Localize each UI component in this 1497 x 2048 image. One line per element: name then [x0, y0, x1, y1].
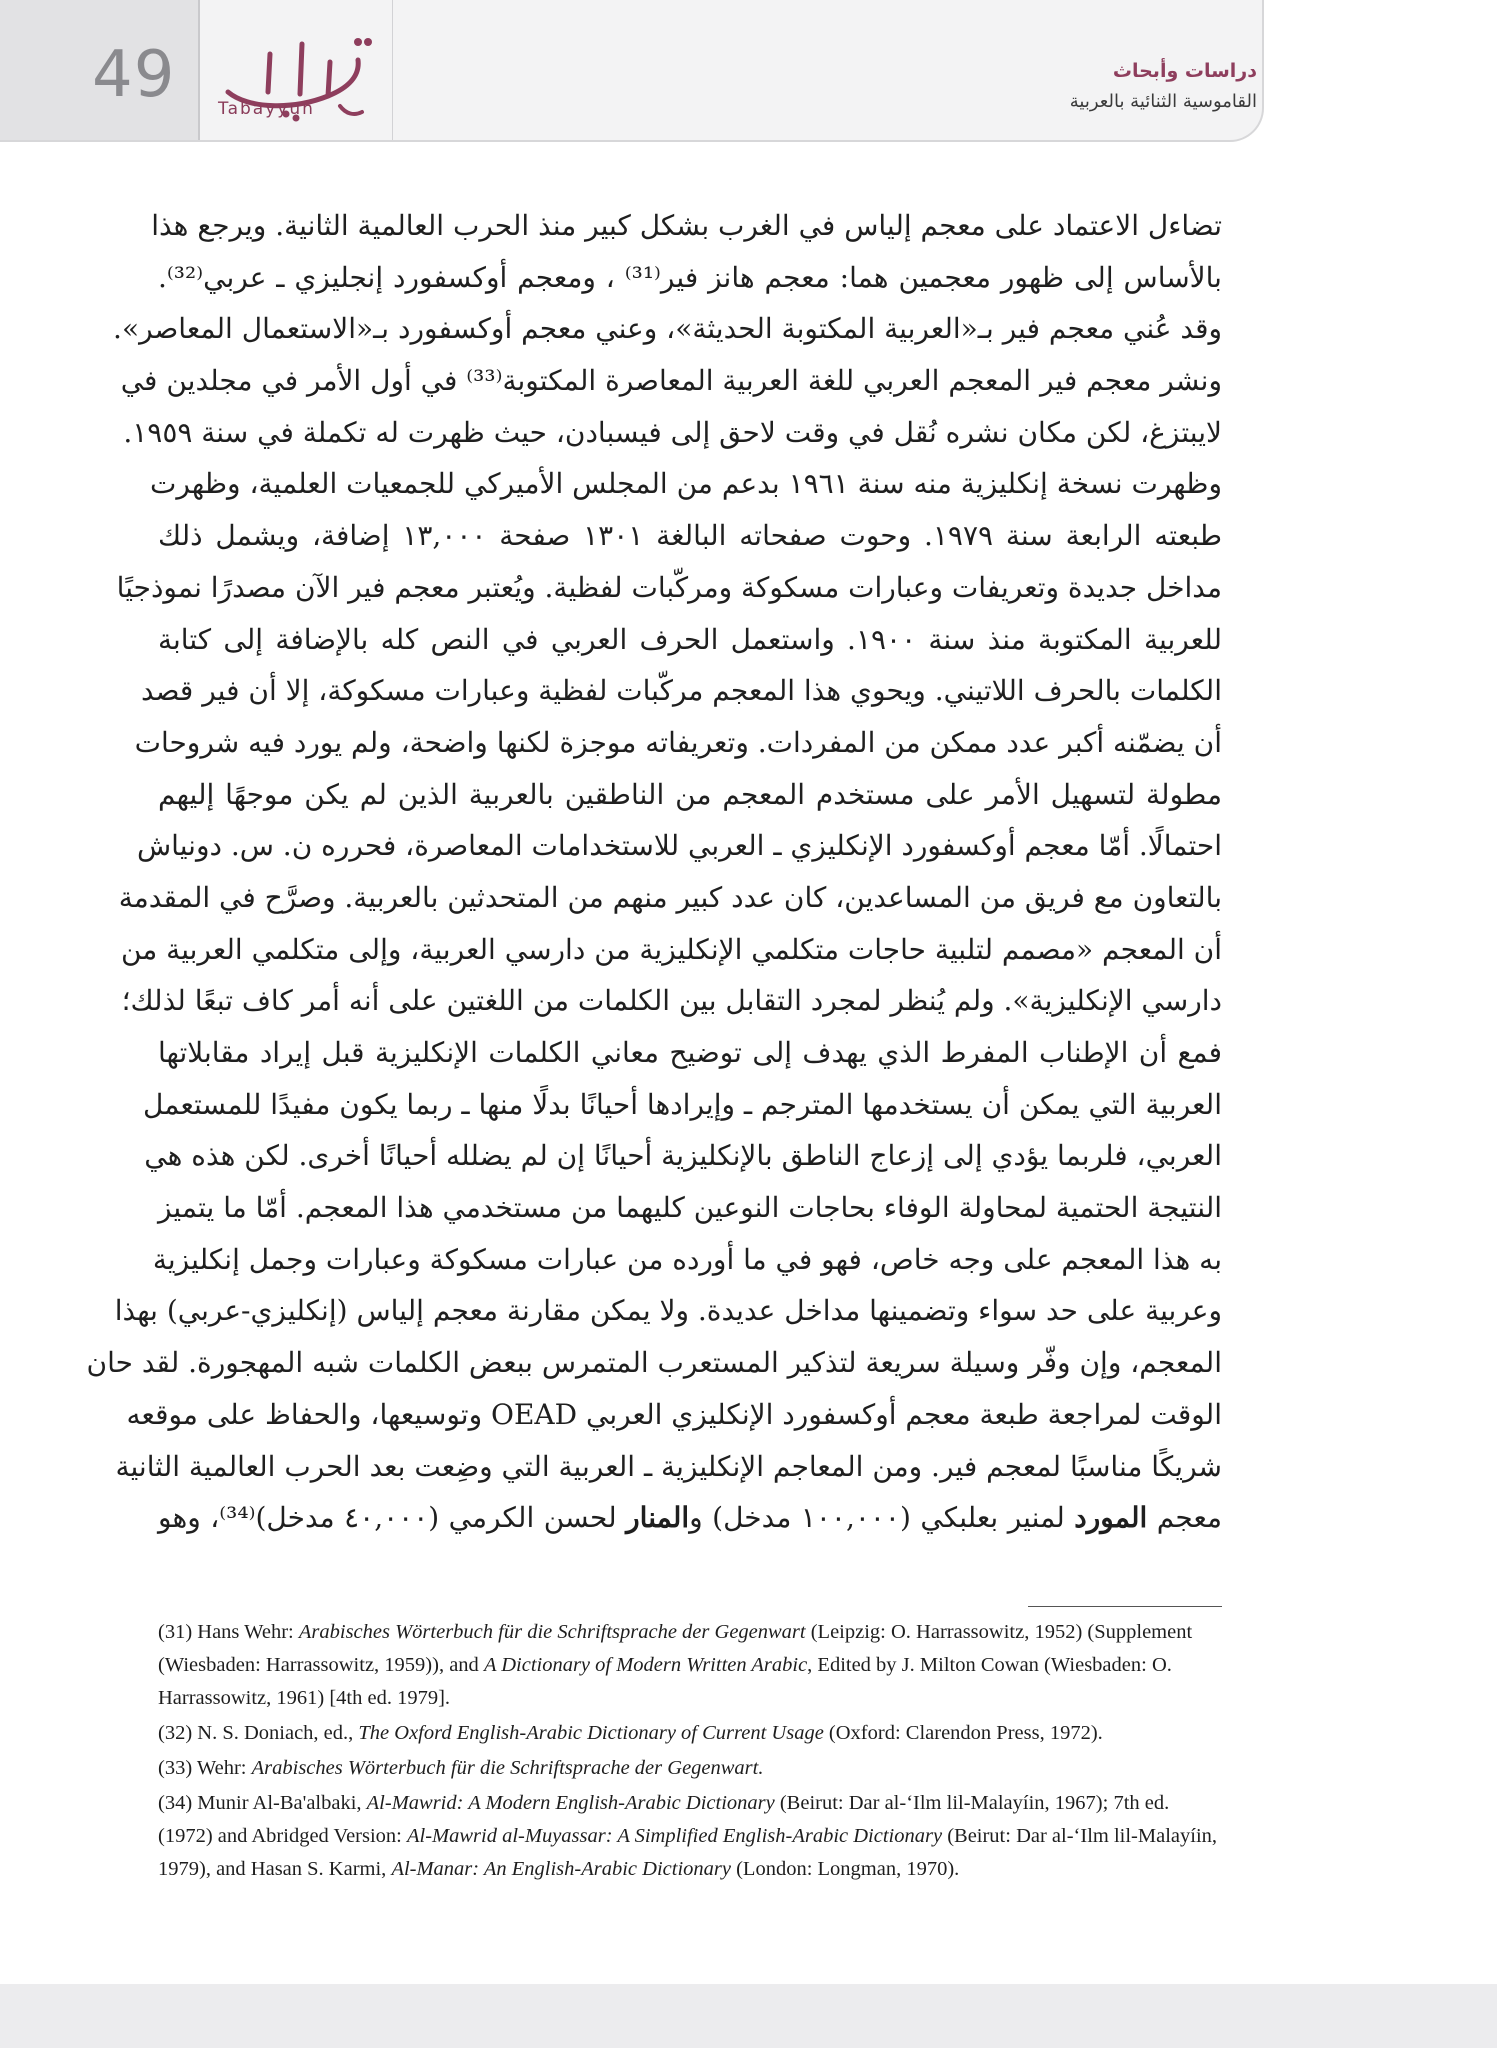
text-line: مداخل جديدة وتعريفات وعبارات مسكوكة ومركّبات لفظية. ويُعتبر معجم فير الآن مصدرًا نموذجيًا: [116, 570, 1222, 604]
section-subtitle: القاموسية الثنائية بالعربية: [1069, 91, 1257, 112]
text-line: لايبتزغ، لكن مكان نشره نُقل في وقت لاحق إلى فيسبادن، حيث ظهرت له تكملة في سنة ١٩٥٩.: [123, 415, 1222, 449]
text-line: مطولة لتسهيل الأمر على مستخدم المعجم من الناطقين بالعربية الذين لم يكن موجهًا إليهم: [158, 777, 1222, 811]
footnotes: [158, 1616, 1224, 1886]
text-line: وقد عُني معجم فير بـ«العربية المكتوبة الحديثة»، وعني معجم أوكسفورد بـ«الاستعمال المعاصر».: [113, 312, 1222, 346]
footnote-33: (33) Wehr: Arabisches Wörterbuch für die Schriftsprache der Gegenwart.: [158, 1757, 764, 1779]
footnote-34: (34) Munir Al-Ba'albaki, Al-Mawrid: A Modern English-Arabic Dictionary (Beirut: Dar al-‘Ilm lil-Malayíin, 1967); 7th ed. (1972) and Abridged Version: Al-Mawrid al-Muyassar: A Simplified English-Arabic Dictionary (Beirut: Dar al-‘Ilm lil-Malayíin, 1979), and Hasan S. Karmi, Al-Manar: An English-Arabic Dictionary (London: Longman, 1970).: [158, 1792, 1218, 1880]
text-line: الوقت لمراجعة طبعة معجم أوكسفورد الإنكليزي العربي OEAD وتوسيعها، والحفاظ على موقعه: [126, 1397, 1222, 1431]
header-divider: [198, 0, 200, 140]
text-run: معجم: [1147, 1501, 1222, 1535]
text-line: العربية التي يمكن أن يستخدمها المترجم ـ وإيرادها أحيانًا بدلًا منها ـ ربما يكون مفيدًا للمستعمل: [143, 1087, 1222, 1121]
text-line: تضاءل الاعتماد على معجم إلياس في الغرب بشكل كبير منذ الحرب العالمية الثانية. ويرجع هذا: [151, 209, 1222, 242]
footnote-31: (31) Hans Wehr: Arabisches Wörterbuch für die Schriftsprache der Gegenwart (Leipzig: O. Harrassowitz, 1952) (Supplement (Wiesbaden: Harrassowitz, 1959)), and A Dictionary of Modern Written Arabic, Edited by J. Milton Cowan (Wiesbaden: O. Harrassowitz, 1961) [4th ed. 1979].: [158, 1621, 1193, 1709]
section-title: دراسات وأبحاث: [1112, 60, 1257, 82]
text-line: به هذا المعجم على وجه خاص، فهو في ما أورده من عبارات مسكوكة وعبارات وجمل إنكليزية: [152, 1242, 1222, 1276]
text-line: بالأساس إلى ظهور معجمين هما: معجم هانز فير⁽³¹⁾ ، ومعجم أوكسفورد إنجليزي ـ عربي⁽³²⁾.: [158, 260, 1222, 294]
footnote-32: (32) N. S. Doniach, ed., The Oxford English-Arabic Dictionary of Current Usage (Oxford: Clarendon Press, 1972).: [158, 1722, 1103, 1744]
text-line: فمع أن الإطناب المفرط الذي يهدف إلى توضيح معاني الكلمات الإنكليزية قبل إيراد مقابلاتها: [158, 1036, 1222, 1069]
logo-caption: Tabayyun: [218, 99, 315, 119]
text-line: وظهرت نسخة إنكليزية منه سنة ١٩٦١ بدعم من المجلس الأميركي للجمعيات العلمية، وظهرت: [150, 467, 1222, 501]
text-line: أن يضمّنه أكبر عدد ممكن من المفردات. وتعريفاته موجزة لكنها واضحة، ولم يورد فيه شروحات: [134, 725, 1222, 759]
text-line: العربي، فلربما يؤدي إلى إزعاج الناطق بالإنكليزية أحيانًا إن لم يضلله أحيانًا أخرى. لكن هذه هي: [144, 1139, 1222, 1173]
bottom-band: [0, 1984, 1497, 2048]
body-text: [86, 200, 1223, 1544]
text-run: لمنير بعلبكي (١٠٠,٠٠٠ مدخل) و: [689, 1501, 1075, 1535]
text-line: للعربية المكتوبة منذ سنة ١٩٠٠. واستعمل الحرف العربي في النص كله بالإضافة إلى كتابة: [158, 622, 1223, 656]
text-line: شريكًا مناسبًا لمعجم فير. ومن المعاجم الإنكليزية ـ العربية التي وضِعت بعد الحرب العالمية الثانية: [115, 1449, 1222, 1483]
text-line: بالتعاون مع فريق من المساعدين، كان عدد كبير منهم من المتحدثين بالعربية. وصرَّح في المقدمة: [118, 880, 1222, 914]
text-line: النتيجة الحتمية لمحاولة الوفاء بحاجات النوعين كليهما من مستخدمي هذا المعجم. أمّا ما يتميز: [157, 1191, 1222, 1225]
text-run: لحسن الكرمي (٤٠,٠٠٠ مدخل)⁽³⁴⁾، وهو: [158, 1501, 627, 1535]
text-line: أن المعجم «مصمم لتلبية حاجات متكلمي الإنكليزية من دارسي العربية، وإلى متكلمي العربية من: [120, 932, 1222, 966]
footnote-rule: [1028, 1606, 1222, 1607]
text-line: الكلمات بالحرف اللاتيني. ويحوي هذا المعجم مركّبات لفظية وعبارات مسكوكة، إلا أن فير قصد: [140, 674, 1222, 708]
bold-term-mawrid: المورد: [1074, 1501, 1148, 1535]
text-line: طبعته الرابعة سنة ١٩٧٩. وحوت صفحاته البالغة ١٣٠١ صفحة ١٣,٠٠٠ إضافة، ويشمل ذلك: [158, 519, 1222, 553]
text-line: المعجم، وإن وفّر وسيلة سريعة لتذكير المستعرب المتمرس ببعض الكلمات شبه المهجورة. لقد حان: [86, 1346, 1222, 1380]
text-line: وعربية على حد سواء وتضمينها مداخل عديدة. ولا يمكن مقارنة معجم إلياس (إنكليزي-عربي) بهذا: [114, 1294, 1222, 1328]
text-line: دارسي الإنكليزية». ولم يُنظر لمجرد التقابل بين الكلمات من اللغتين على أنه أمر كاف تبعًا لذلك؛: [121, 984, 1222, 1018]
text-line: احتمالًا. أمّا معجم أوكسفورد الإنكليزي ـ العربي للاستخدامات المعاصرة، فحرره ن. س. دونياش: [136, 829, 1222, 863]
header-divider: [392, 0, 393, 140]
bold-term-manar: المنار: [626, 1501, 690, 1535]
text-line-last: [158, 1492, 1222, 1544]
page-number: 49: [92, 38, 176, 112]
text-line: ونشر معجم فير المعجم العربي للغة العربية المعاصرة المكتوبة⁽³³⁾ في أول الأمر في مجلدين في: [120, 364, 1222, 398]
